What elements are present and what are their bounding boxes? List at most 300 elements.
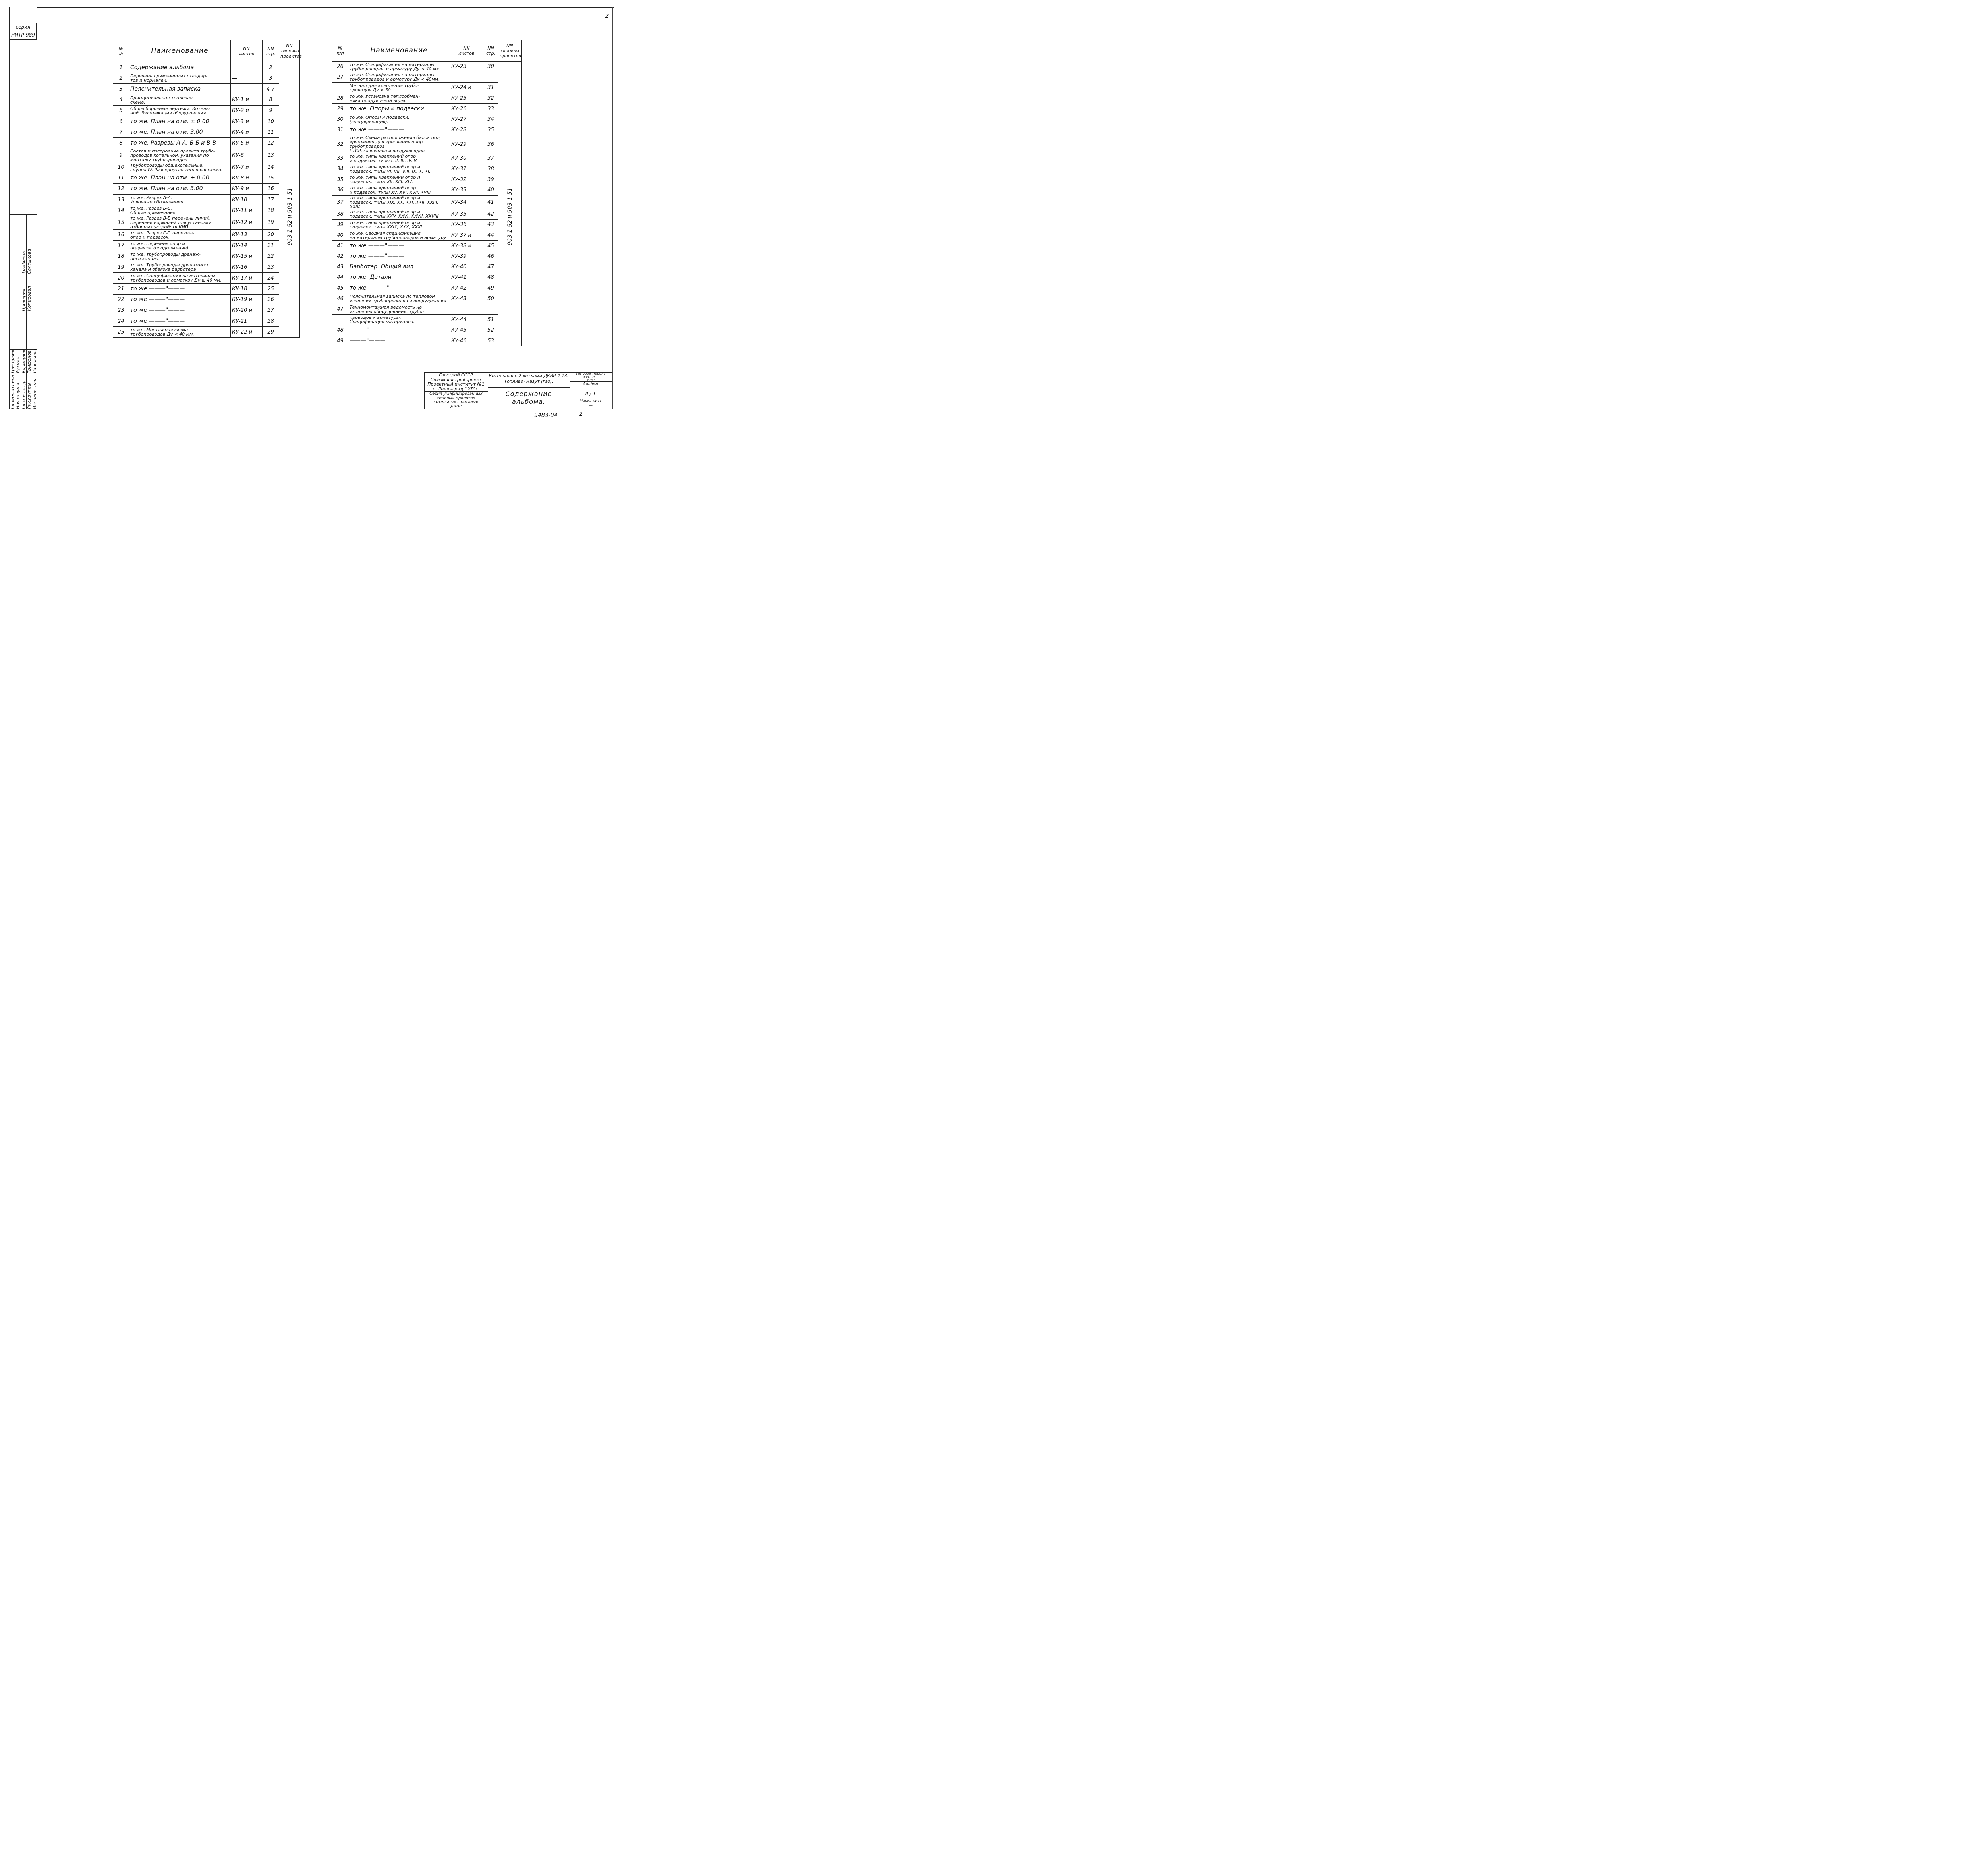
row-number: 31: [332, 125, 348, 135]
row-sheet: КУ-42: [450, 283, 483, 293]
row-sheet: КУ-16: [231, 262, 263, 273]
row-number: 24: [113, 316, 129, 326]
row-title: то же. типы креплений опор и подвесок. типы XXIX, XXX, XXXI: [348, 220, 450, 230]
row-number: 48: [332, 325, 348, 336]
table-row: [113, 62, 300, 73]
row-title: то же. Установка теплообмен- ника продувочной воды.: [348, 93, 450, 104]
row-title: то же ———"———: [348, 241, 450, 251]
row-page: 53: [483, 336, 498, 346]
row-sheet: КУ-24 и: [450, 83, 483, 93]
row-sheet: КУ-38 и: [450, 241, 483, 251]
row-number: 16: [113, 230, 129, 240]
name-2: Рухман: [15, 357, 21, 373]
row-page: 17: [263, 195, 279, 205]
row-title: то же. типы креплений опор и подвесок. типы XII, XIII, XIV.: [348, 174, 450, 185]
row-number: 20: [113, 273, 129, 284]
row-page: 24: [263, 273, 279, 284]
row-page: 44: [483, 230, 498, 241]
row-page: 52: [483, 325, 498, 336]
row-sheet: КУ-35: [450, 209, 483, 220]
row-title: то же. типы креплений опор и подвесок. типы I, II, III, IV, V.: [348, 153, 450, 164]
row-project-cell: [498, 272, 522, 283]
project-label-left: 903-1-52 и 903-1-51: [287, 187, 293, 245]
row-project-cell: [279, 138, 300, 149]
row-project-cell: [279, 105, 300, 116]
album-label: Альбом: [583, 382, 599, 386]
table-row: [332, 272, 522, 283]
row-sheet: КУ-40: [450, 262, 483, 272]
typical-project-label: Типовой проект: [576, 372, 606, 376]
row-number: 23: [113, 305, 129, 316]
row-project-cell: [498, 283, 522, 293]
row-sheet: КУ-5 и: [231, 138, 263, 149]
row-title: проводов и арматуры. Спецификация материалов.: [348, 315, 450, 325]
row-sheet: КУ-32: [450, 174, 483, 185]
row-page: 35: [483, 125, 498, 135]
row-title: то же. ———"———: [348, 283, 450, 293]
row-sheet: КУ-4 и: [231, 127, 263, 138]
table-row: [113, 230, 300, 240]
table-row: [332, 135, 522, 153]
table-row: [113, 127, 300, 138]
row-sheet: КУ-8 и: [231, 173, 263, 183]
sheet-number: 2: [600, 8, 614, 25]
project-label-right: 903-1-52 и 903-1-51: [507, 187, 513, 245]
row-number: 29: [332, 104, 348, 114]
role-2: Нач.отдела: [15, 382, 21, 409]
row-sheet: КУ-26: [450, 104, 483, 114]
row-project-cell: [498, 315, 522, 325]
row-page: 39: [483, 174, 498, 185]
row-number: 46: [332, 293, 348, 304]
row-sheet: КУ-3 и: [231, 116, 263, 127]
table-row: [332, 195, 522, 209]
header-page: NN стр.: [263, 40, 279, 62]
row-title: то же ———"———: [129, 316, 231, 326]
row-number: 1: [113, 62, 129, 73]
extra-role-1: Проверил: [21, 288, 26, 311]
role-3: Гл.спец.отд.: [21, 380, 26, 409]
row-title: то же. Разрез В-В перечень линий. Перечень нормалей для установки отборных устройств КИП.: [129, 216, 231, 230]
sheet-title: Содержание альбома.: [505, 390, 552, 405]
table-row: [113, 149, 300, 162]
row-number: 2: [113, 73, 129, 84]
row-sheet: КУ-11 и: [231, 205, 263, 216]
row-page: 25: [263, 284, 279, 294]
row-page: 2: [263, 62, 279, 73]
row-sheet: КУ-23: [450, 62, 483, 72]
row-number: 47: [332, 304, 348, 315]
row-title: Металл для крепления трубо- проводов Ду < 50: [348, 83, 450, 93]
table-row: [332, 293, 522, 304]
row-project-cell: [498, 336, 522, 346]
row-page: 29: [263, 327, 279, 338]
table-row: [113, 216, 300, 230]
row-sheet: КУ-17 и: [231, 273, 263, 284]
row-sheet: КУ-12 и: [231, 216, 263, 230]
series-code: НИТР-989: [11, 32, 35, 38]
row-project-cell: [279, 73, 300, 84]
row-sheet: КУ-18: [231, 284, 263, 294]
table-row: [113, 173, 300, 183]
row-project-cell: [498, 262, 522, 272]
row-number: 14: [113, 205, 129, 216]
row-number: 18: [113, 251, 129, 262]
signature-stamp: [10, 214, 37, 409]
row-page: 8: [263, 95, 279, 105]
row-project-cell: [279, 294, 300, 305]
row-sheet: КУ-28: [450, 125, 483, 135]
row-title: то же. План на отм. 3.00: [129, 127, 231, 138]
header-name: Наименование: [129, 40, 231, 62]
row-page: 36: [483, 135, 498, 153]
row-number: 15: [113, 216, 129, 230]
row-number: 26: [332, 62, 348, 72]
table-row: [113, 240, 300, 251]
row-project-cell: [498, 135, 522, 153]
extra-role-2: Копировал: [27, 286, 32, 311]
table-row: [332, 315, 522, 325]
typical-project-value: 903-1-5... тип I: [583, 375, 599, 382]
row-title: то же ———"———: [129, 294, 231, 305]
row-page: 13: [263, 149, 279, 162]
row-page: 47: [483, 262, 498, 272]
row-sheet: —: [231, 84, 263, 95]
row-title: Трубопроводы общекотельные. Группа IV. Развернутая тепловая схема.: [129, 162, 231, 173]
table-row: [113, 251, 300, 262]
table-row: [113, 327, 300, 338]
row-project-cell: [498, 293, 522, 304]
row-number: 8: [113, 138, 129, 149]
row-project-cell: [279, 127, 300, 138]
table-row: [113, 316, 300, 326]
header-projects: NN типовых проектов: [279, 40, 300, 62]
row-sheet: КУ-37 и: [450, 230, 483, 241]
row-title: Общесборочные чертежи. Котель- ной. Экспликация оборудования: [129, 105, 231, 116]
row-title: то же. Спецификация на материалы трубопроводов и арматуру Ду ≥ 40 мм.: [129, 273, 231, 284]
row-sheet: КУ-10: [231, 195, 263, 205]
bottom-page-number: 2: [579, 411, 583, 417]
row-number: 4: [113, 95, 129, 105]
row-title: то же. Разрез Б-Б. Общие примечания.: [129, 205, 231, 216]
row-number: 27: [332, 72, 348, 83]
table-row: [332, 230, 522, 241]
row-page: 30: [483, 62, 498, 72]
table-row: [332, 304, 522, 315]
row-sheet: КУ-7 и: [231, 162, 263, 173]
row-number: 36: [332, 185, 348, 195]
project-text: Котельная с 2 котлами ДКВР-4-13. Топливо- мазут (газ).: [489, 373, 569, 384]
mark-label: Марка-лист: [580, 399, 602, 403]
row-page: 3: [263, 73, 279, 84]
row-page: [483, 304, 498, 315]
row-number: 3: [113, 84, 129, 95]
row-page: 12: [263, 138, 279, 149]
table-row: [332, 283, 522, 293]
table-row: [113, 305, 300, 316]
role-4: Рук.группы: [27, 383, 32, 409]
row-title: то же. типы креплений опор и подвесок. типы XIX, XX, XXI, XXII, XXIII, XXIV.: [348, 195, 450, 209]
name-1: Григорьев: [10, 349, 15, 373]
row-sheet: КУ-44: [450, 315, 483, 325]
row-number: 12: [113, 183, 129, 194]
row-sheet: КУ-9 и: [231, 183, 263, 194]
row-page: 16: [263, 183, 279, 194]
row-sheet: КУ-20 и: [231, 305, 263, 316]
table-row: [332, 153, 522, 164]
table-row: [113, 84, 300, 95]
row-title: то же. Схема расположения балок под крепления для крепления опор трубопроводов I-ТСР, газоходов и воздуховодов.: [348, 135, 450, 153]
row-title: то же. Разрез А-А. Условные обозначения: [129, 195, 231, 205]
row-title: то же. План на отм. 3.00: [129, 183, 231, 194]
row-title: то же. Сводная спецификация на материалы трубопроводов и арматуру: [348, 230, 450, 241]
row-sheet: КУ-34: [450, 195, 483, 209]
row-sheet: КУ-29: [450, 135, 483, 153]
album-value: II / 1: [585, 391, 596, 396]
table-row: [332, 174, 522, 185]
row-page: 18: [263, 205, 279, 216]
row-page: 49: [483, 283, 498, 293]
row-title: ———"———: [348, 325, 450, 336]
row-title: то же ———"———: [129, 284, 231, 294]
row-sheet: КУ-21: [231, 316, 263, 326]
table-row: [332, 209, 522, 220]
table-row: [113, 273, 300, 284]
row-page: 27: [263, 305, 279, 316]
table-row: [332, 251, 522, 262]
table-row: [332, 220, 522, 230]
row-title: Принципиальная тепловая схема.: [129, 95, 231, 105]
row-page: 34: [483, 114, 498, 125]
row-title: то же ———"———: [129, 305, 231, 316]
header-projects: NN типовых проектов: [498, 40, 522, 62]
row-number: 33: [332, 153, 348, 164]
row-sheet: КУ-27: [450, 114, 483, 125]
row-title: то же. Перечень опор и подвесок (продолжение): [129, 240, 231, 251]
row-title: то же. Спецификация на материалы трубопроводов и арматуру Ду < 40мм.: [348, 72, 450, 83]
row-title: Содержание альбома: [129, 62, 231, 73]
table-row: [332, 262, 522, 272]
table-row: [113, 183, 300, 194]
contents-table-left: [113, 40, 300, 338]
row-sheet: КУ-25: [450, 93, 483, 104]
table-row: [113, 205, 300, 216]
row-title: то же. Монтажная схема трубопроводов Ду < 40 мм.: [129, 327, 231, 338]
row-project-cell: [498, 325, 522, 336]
table-row: [113, 195, 300, 205]
row-project-cell: [498, 62, 522, 72]
row-sheet: КУ-15 и: [231, 251, 263, 262]
table-row: [332, 241, 522, 251]
row-project-cell: [279, 273, 300, 284]
table-row: [332, 114, 522, 125]
row-page: 19: [263, 216, 279, 230]
row-title: Пояснительная записка по тепловой изоляции трубопроводов и оборудования: [348, 293, 450, 304]
row-project-cell: [498, 104, 522, 114]
row-number: 44: [332, 272, 348, 283]
row-title: то же. Разрез Г-Г. перечень опор и подвесок.: [129, 230, 231, 240]
table-row: [113, 162, 300, 173]
header-num: № п/п: [332, 40, 348, 62]
row-title: то же. Трубопроводы дренажного канала и обвязка барботера: [129, 262, 231, 273]
table-row: [113, 262, 300, 273]
row-title: то же. трубопроводы дренаж- ного канала.: [129, 251, 231, 262]
row-page: 41: [483, 195, 498, 209]
row-number: 11: [113, 173, 129, 183]
table-row: [332, 72, 522, 83]
row-page: 20: [263, 230, 279, 240]
row-sheet: КУ-36: [450, 220, 483, 230]
table-row: [113, 294, 300, 305]
row-title: Барботер. Общий вид.: [348, 262, 450, 272]
row-page: 10: [263, 116, 279, 127]
row-number: [332, 83, 348, 93]
row-sheet: КУ-30: [450, 153, 483, 164]
row-title: то же. Детали.: [348, 272, 450, 283]
row-page: 33: [483, 104, 498, 114]
row-project-cell: [279, 95, 300, 105]
table-row: [332, 164, 522, 174]
row-project-cell: [498, 125, 522, 135]
row-number: 34: [332, 164, 348, 174]
table-row: [332, 125, 522, 135]
row-project-cell: [498, 153, 522, 164]
row-sheet: КУ-19 и: [231, 294, 263, 305]
row-page: 14: [263, 162, 279, 173]
series-text: Серия унифицированных типовых проектов котельных с котлами ДКВР: [429, 392, 483, 409]
row-sheet: КУ-14: [231, 240, 263, 251]
row-page: 11: [263, 127, 279, 138]
row-sheet: КУ-6: [231, 149, 263, 162]
row-page: [483, 72, 498, 83]
row-title: то же. типы креплений опор и подвесок. типы VI, VII, VIII, IX, X, XI.: [348, 164, 450, 174]
row-number: 37: [332, 195, 348, 209]
org-text: Госстрой СССР Союзмашстройпроект Проектный институт №1 г. Ленинград 1970г.: [427, 372, 485, 392]
row-sheet: КУ-13: [231, 230, 263, 240]
table-row: [113, 73, 300, 84]
mark-value: —: [589, 403, 593, 408]
row-project-cell: [279, 262, 300, 273]
row-title: Техномонтажная ведомость на изоляцию оборудования, трубо-: [348, 304, 450, 315]
row-title: то же. План на отм. ± 0.00: [129, 116, 231, 127]
contents-table-right: [332, 40, 522, 346]
table-row: [332, 325, 522, 336]
row-page: 23: [263, 262, 279, 273]
row-sheet: КУ-46: [450, 336, 483, 346]
row-number: 30: [332, 114, 348, 125]
row-number: 41: [332, 241, 348, 251]
frame-right-edge: [612, 7, 613, 409]
table-row: [113, 138, 300, 149]
row-number: 19: [113, 262, 129, 273]
row-number: [332, 315, 348, 325]
row-sheet: КУ-31: [450, 164, 483, 174]
table-row: [332, 336, 522, 346]
row-project-cell: [279, 149, 300, 162]
table-row: [113, 116, 300, 127]
row-page: 42: [483, 209, 498, 220]
row-page: 9: [263, 105, 279, 116]
row-number: 35: [332, 174, 348, 185]
row-number: 39: [332, 220, 348, 230]
row-number: 13: [113, 195, 129, 205]
row-title: Перечень примененных стандар- тов и нормалей.: [129, 73, 231, 84]
row-number: 32: [332, 135, 348, 153]
row-number: 38: [332, 209, 348, 220]
row-sheet: [450, 72, 483, 83]
role-1: Гл.инж.отдела: [10, 375, 15, 409]
extra-name-2: Салтыкова: [27, 249, 32, 274]
row-number: 6: [113, 116, 129, 127]
row-page: 37: [483, 153, 498, 164]
row-project-cell: [279, 327, 300, 338]
row-number: 25: [113, 327, 129, 338]
row-sheet: КУ-22 и: [231, 327, 263, 338]
row-page: 43: [483, 220, 498, 230]
row-title: то же. Опоры и подвески: [348, 104, 450, 114]
row-sheet: КУ-41: [450, 272, 483, 283]
table-row: [332, 104, 522, 114]
table-row: [113, 95, 300, 105]
row-page: 21: [263, 240, 279, 251]
name-5: Савельева: [32, 349, 37, 373]
row-number: 7: [113, 127, 129, 138]
archive-number: 9483-04: [534, 412, 558, 419]
row-page: 4-7: [263, 84, 279, 95]
row-page: 38: [483, 164, 498, 174]
row-title: Состав и построение проекта трубо- проводов котельной, указания по монтажу трубопроводов: [129, 149, 231, 162]
row-project-cell: [279, 284, 300, 294]
row-page: 15: [263, 173, 279, 183]
row-sheet: КУ-43: [450, 293, 483, 304]
row-title: ———"———: [348, 336, 450, 346]
header-sheets: NN листов: [231, 40, 263, 62]
row-sheet: [450, 304, 483, 315]
row-project-cell: [498, 83, 522, 93]
role-5: Исполнитель: [32, 378, 37, 409]
row-project-cell: [498, 304, 522, 315]
row-title: Пояснительная записка: [129, 84, 231, 95]
row-page: 22: [263, 251, 279, 262]
row-project-cell: [279, 316, 300, 326]
row-sheet: КУ-39: [450, 251, 483, 262]
row-number: 10: [113, 162, 129, 173]
row-page: 32: [483, 93, 498, 104]
row-number: 5: [113, 105, 129, 116]
row-title: то же ———"———: [348, 251, 450, 262]
row-number: 22: [113, 294, 129, 305]
row-project-cell: [498, 114, 522, 125]
table-row: [332, 185, 522, 195]
row-sheet: —: [231, 62, 263, 73]
header-num: № п/п: [113, 40, 129, 62]
row-number: 21: [113, 284, 129, 294]
row-project-cell: [279, 116, 300, 127]
row-number: 49: [332, 336, 348, 346]
row-page: 48: [483, 272, 498, 283]
row-number: 28: [332, 93, 348, 104]
row-sheet: —: [231, 73, 263, 84]
row-number: 40: [332, 230, 348, 241]
name-3: Корищнов: [21, 349, 26, 373]
table-row: [332, 93, 522, 104]
row-page: 28: [263, 316, 279, 326]
row-number: 9: [113, 149, 129, 162]
row-page: 51: [483, 315, 498, 325]
row-page: 26: [263, 294, 279, 305]
extra-name-1: Трифонов: [21, 251, 26, 274]
row-project-cell: [279, 84, 300, 95]
